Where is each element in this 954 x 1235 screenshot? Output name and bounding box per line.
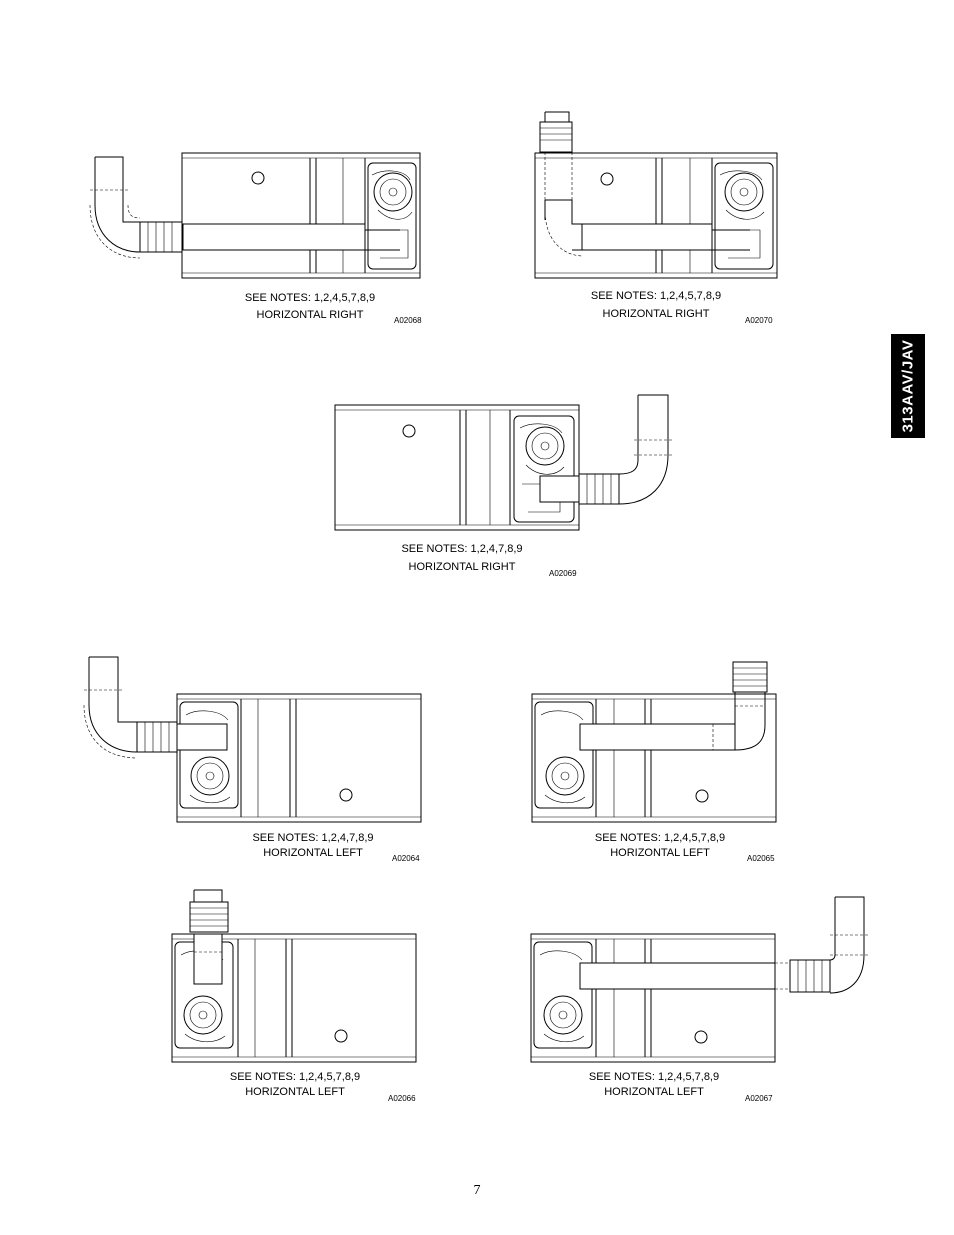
figure-orientation: HORIZONTAL RIGHT (256, 309, 364, 321)
figure-orientation: HORIZONTAL RIGHT (602, 308, 710, 320)
figure-code: A02070 (745, 316, 773, 325)
figure-notes: SEE NOTES: 1,2,4,7,8,9 (252, 832, 374, 844)
figure-code: A02064 (392, 854, 420, 863)
figure-code: A02065 (747, 854, 775, 863)
figure-orientation: HORIZONTAL LEFT (263, 847, 363, 859)
figure-notes: SEE NOTES: 1,2,4,5,7,8,9 (594, 832, 726, 844)
figure-notes: SEE NOTES: 1,2,4,5,7,8,9 (590, 290, 722, 302)
figure-orientation: HORIZONTAL LEFT (604, 1086, 704, 1098)
figure-caption (205, 1070, 385, 1100)
figure-notes: SEE NOTES: 1,2,4,5,7,8,9 (229, 1071, 361, 1083)
figure-orientation: HORIZONTAL LEFT (610, 847, 710, 859)
figure-caption (564, 1070, 744, 1100)
figure-notes: SEE NOTES: 1,2,4,5,7,8,9 (588, 1071, 720, 1083)
figure-code: A02069 (549, 569, 577, 578)
figure-notes: SEE NOTES: 1,2,4,7,8,9 (401, 543, 523, 555)
figure-code: A02068 (394, 316, 422, 325)
side-tab-label: 313AAV/JAV (899, 339, 917, 433)
figure-code: A02067 (745, 1094, 773, 1103)
figure-orientation: HORIZONTAL RIGHT (408, 561, 516, 573)
figure-code: A02066 (388, 1094, 416, 1103)
figure-orientation: HORIZONTAL LEFT (245, 1086, 345, 1098)
figure-notes: SEE NOTES: 1,2,4,5,7,8,9 (244, 292, 376, 304)
page-number: 7 (473, 1183, 481, 1198)
